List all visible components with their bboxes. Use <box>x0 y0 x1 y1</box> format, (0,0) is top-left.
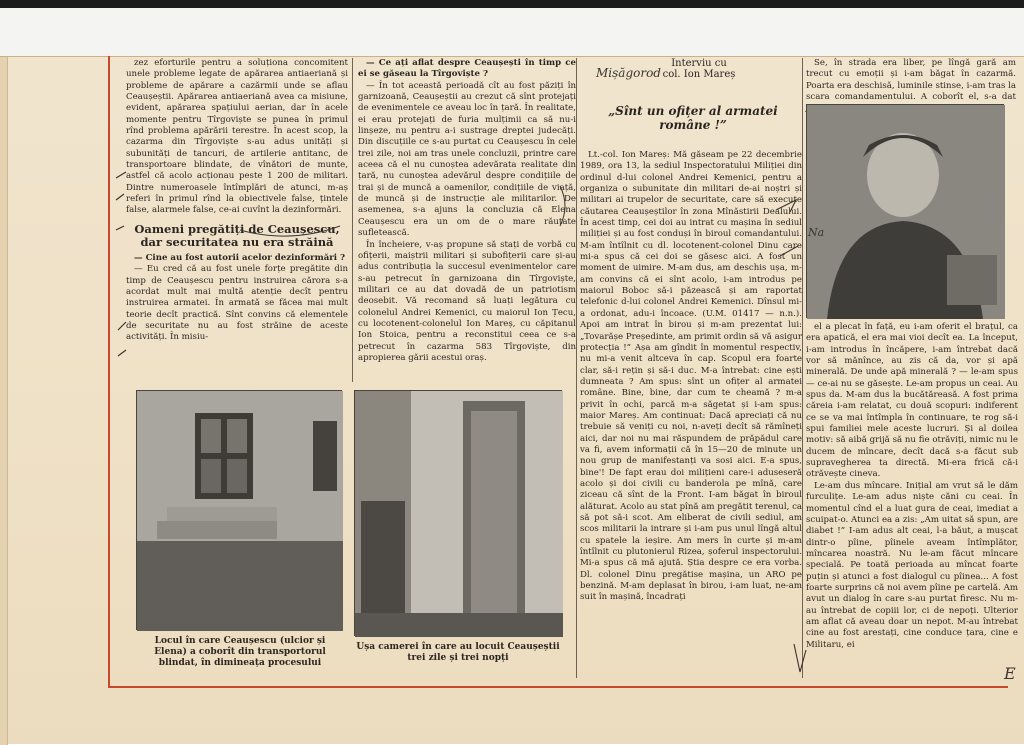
handwritten-margin-note: Mișăgorod <box>596 66 661 80</box>
scan-border <box>0 0 1024 8</box>
article-column-2 <box>358 58 576 384</box>
photo-portrait-officer <box>806 104 1004 318</box>
article-column-5 <box>806 322 1018 682</box>
column-2-paragraph: — În tot această perioadă cît au fost păziți în garnizoană, Ceaușeștii au crezut că sînt protejați de evenimentele ce aveau loc în țară. În realitate, ei erau protejați de furia mulțimii ca să nu-i linșeze, nu pentru a-i sustrage dreptei judecăți. Din discuțiile ce s-au purtat cu Ceaușescu în cele trei zile, noi am tras unele concluzii, printre care aceea că el nu cunoștea adevărata realitate din țară, nu cunoștea adevărul despre condițiile de trai și de muncă a oamenilor, condițiile de viață, de muncă și de instrucție ale militarilor. De asemenea, s-a ajuns la concluzia că Elena Ceaușescu era un om de o mare răutate sufletească. <box>358 80 576 239</box>
article-column-4 <box>806 58 1016 102</box>
handwritten-corner-mark: E <box>1004 664 1016 683</box>
article-column-1 <box>126 58 348 384</box>
article-column-3 <box>580 150 802 680</box>
interview-answer: — Eu cred că au fost unele forțe pregătite din timp de Ceaușescu pentru instruirea cărora s-a acordat mult mai multă atenție decît pentru instruirea armatei. În armată se făcea mai mult teorie decît practică. Sînt convins că elementele de securitate nu au fost străine de aceste activități. În misiu- <box>126 264 348 343</box>
section-heading: Oameni pregătiți de Ceaușescu, dar securitatea nu era străină <box>134 221 340 249</box>
column-rule <box>802 58 803 678</box>
column-rule <box>352 58 353 382</box>
column-2-paragraph: În încheiere, v-aș propune să stați de vorbă cu ofițerii, maiștrii militari și subofițerii care și-au adus contribuția la succesul evenimentelor care s-au petrecut în garnizoana din Tîrgoviște, militari ce au dat dovadă de un patriotism deosebit. Vă recomand să luați legătura cu colonelul Andrei Kemenici, cu maiorul Ion Țecu, cu locotenent-colonelul Ion Mareș, cu căpitanul Ion Stoica, pentru a reconstitui ceea ce s-a petrecut în cazarma 583 Tîrgoviște, din apropierea gării acestui oraș. <box>358 239 576 363</box>
photo-caption-left: Locul în care Ceaușescu (ulcior și Elena) a coborît din transportorul blindat, în dimineața procesului <box>154 636 326 668</box>
column-rule <box>576 58 577 678</box>
photo-room-door <box>354 390 562 636</box>
red-margin-line-vertical <box>108 56 110 688</box>
interview-title: „Sînt un ofițer al armatei române !” <box>608 104 778 132</box>
interview-subject: col. Ion Mareș <box>662 69 736 80</box>
interview-kicker: Interviu cu col. Ion Mareș <box>662 58 736 80</box>
interview-question: — Cine au fost autorii acelor dezinformări ? <box>134 252 346 263</box>
handwritten-side-note: Na <box>808 226 825 239</box>
photo-caption-right: Ușa camerei în care au locuit Ceaușeștii trei zile și trei nopți <box>356 642 560 663</box>
column-1-paragraph: zez eforturile pentru a soluționa concomitent unele probleme legate de apărarea antiaeriană și probleme de apărare a cazărmii unde se aflau Ceaușeștii. Apărarea antiaeriană avea ca misiune, evident, apărarea spațiului aerian, dar în acele momente pentru Tîrgoviște se punea în primul rînd problema apărării terestre. În acest scop, la cazarma din Tîrgoviște s-au adus unități și subunități de tancuri, de artilerie antitanc, de transportoare blindate, de vînători de munte, astfel că acolo acționau peste 1 200 de militari. Dintre numeroasele întîmplări de atunci, m-aș referi în primul rînd la obiectivele false, țintele false, alarmele false, ce-ai cuvînt la dezinformări. <box>126 58 348 216</box>
red-margin-line-horizontal <box>108 686 1008 688</box>
column-4-paragraph: Se, în strada era liber, pe lîngă gară am trecut cu emoții și i-am băgat în cazarmă. Poarta era deschisă, luminile stinse, i-am tras la scara comandamentului. A coborît el, s-a dat <box>806 58 1016 103</box>
photo-building-entrance <box>136 390 342 630</box>
interview-question: — Ce ați aflat despre Ceaușești în timp ce ei se găseau la Tîrgoviște ? <box>358 58 576 80</box>
scan-margin <box>0 8 1024 56</box>
column-5-paragraph: Le-am dus mîncare. Inițial am vrut să le dăm furculițe. Le-am adus niște căni cu ceai. În momentul cînd el a luat gura de ceai, imediat a scuipat-o. Atunci ea a zis: „Am uitat să spun, are diabet !” I-am adus alt ceai, l-a băut, a mușcat dintr-o pîine, pîinele aveam întîmplător, mîncarea noastră. Nu le-am făcut mîncare specială. Pe toată perioada au mîncat foarte puțin și atunci a fost dialogul cu pîinea... A fost foarte surprins că noi avem pîine pe cartelă. Am avut un dialog în care s-au purtat firesc. Nu m-au întrebat de copiii lor, ci de nepoți. Ulterior am aflat că aveau doar un nepot. M-au întrebat cine au fost arestați, cine conduce țara, cine e Militaru, ei <box>806 480 1018 650</box>
page-fold <box>0 57 8 745</box>
column-3-paragraph: Lt.-col. Ion Mareș: Mă găseam pe 22 decembrie 1989, ora 13, la sediul Inspectoratului Miliției din ordinul d-lui colonel Andrei Kemenici, pentru a organiza o subunitate din militari de-ai noștri și militari ai trupelor de securitate, care să execute căutarea Ceaușeștilor în zona Mînăstirii Dealului. În acest timp, cei doi au intrat cu mașina în sediul miliției și au fost conduși în biroul comandantului. M-am întîlnit cu dl. locotenent-colonel Dinu care mi-a spus că cei doi se găsesc aici. A fost un moment de uimire. M-am dus, am deschis ușa, m-am convins că ei sînt acolo, i-am introdus pe maiorul Boboc să-i păzească și am raportat telefonic d-lui colonel Andrei Kemenici. Dînsul mi-a ordonat, adu-i încoace. (U.M. 01417 — n.n.). Apoi am intrat în birou și m-am prezentat lui: „Tovarășe Președinte, am primit ordin să vă asigur protecția !” Așa am gîndit în momentul respectiv, nu mi-a venit altceva în cap. Scopul era foarte clar, să-i rețin și să-i duc. M-a întrebat: cine ești dumneata ? Am spus: sînt un ofițer al armatei române. Bine, bine, dar cum te cheamă ? m-a privit în ochi, parcă m-a săgetat și i-am spus: maior Mareș. Am continuat: Dacă apreciați că nu trebuie să veniți cu noi, n-aveți decît să rămîneți aici, dar noi nu mai răspundem de prăpădul care va fi, avem informații că în 15—20 de minute un nou grup de manifestanți va sosi aici. E-a spus, bine'! De fapt erau doi milițieni care-i aduseseră acolo și doi civili cu banderola pe mînă, care ziceau că sînt de la Front. I-am băgat în biroul alăturat. Acolo au stat pînă am pregătit terenul, ca să pot să-i scot. Am eliberat de civili sediul, am scos militarii la intrare și i-am pus unul lîngă altul cu spatele la ieșire. Am mers în curte și m-am întîlnit cu plutonierul Rizea, șoferul inspectorului. Mi-a spus că mă ajută. Știa despre ce era vorba. Dl. colonel Dinu pregătise mașina, un ARO pe benzină. M-am deplasat în birou, i-am luat, ne-am suit în mașină, încadrați <box>580 150 802 603</box>
column-5-paragraph: el a plecat în față, eu i-am oferit el brațul, ca era apatică, el era mai vioi decît ea. La început, i-am introdus în încăpere, i-am întrebat dacă vor să mănînce, au zis că da, vor și apă minerală. De unde apă minerală ? — le-am spus — ce-ai nu se găsește. Le-am propus un ceai. Au spus da. M-am dus la bucătăreasă. A fost prima căreia i-am relatat, cu două scopuri: indiferent ce se va mai întîmpla în continuare, te rog să-i spui familiei mele aceste lucruri. Și al doilea motiv: să aibă grijă să nu fie otrăviți, nimic nu le ducem de mîncare, decît dacă s-a făcut sub supravegherea ta directă. Mi-era frică că-i otrăvește cineva. <box>806 322 1018 480</box>
